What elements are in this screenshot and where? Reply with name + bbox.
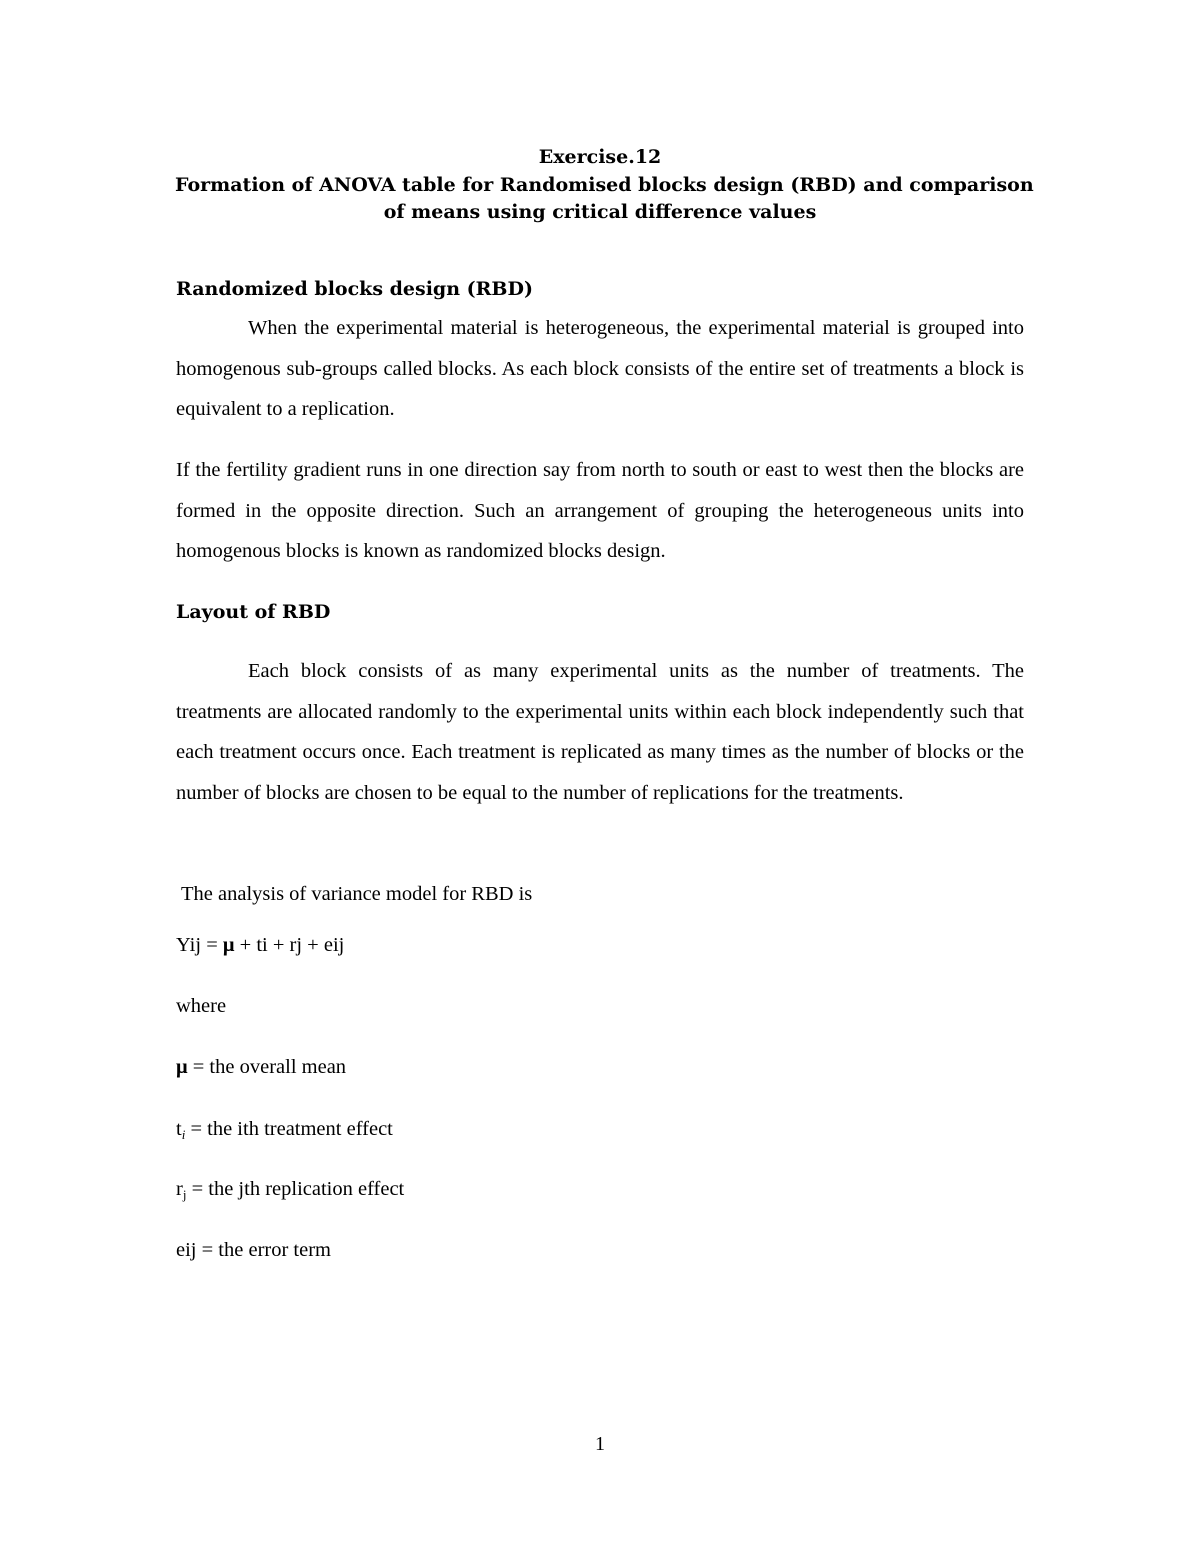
term-r-symbol: r bbox=[176, 1178, 183, 1200]
exercise-number: Exercise.12 bbox=[538, 146, 662, 168]
term-mu-description: = the overall mean bbox=[187, 1056, 347, 1078]
term-e-description: = the error term bbox=[196, 1239, 332, 1261]
equation-right: + ti + rj + eij bbox=[234, 934, 345, 956]
equation-left: Yij = bbox=[176, 934, 223, 956]
term-replication bbox=[176, 1175, 404, 1209]
model-equation bbox=[176, 931, 344, 959]
equation-mu: μ bbox=[222, 934, 235, 956]
term-mu bbox=[176, 1053, 346, 1081]
term-treatment bbox=[176, 1115, 393, 1149]
where-label: where bbox=[176, 995, 227, 1017]
paragraph-rbd-definition-text: When the experimental material is heterogeneous, the experimental material is grouped into homogenous sub-groups called blocks. As each block consists of the entire set of treatments a block is equivalent to a replication. bbox=[176, 317, 1024, 420]
paragraph-rbd-definition bbox=[176, 308, 1024, 430]
section-heading-rbd: Randomized blocks design (RBD) bbox=[176, 278, 533, 300]
term-error bbox=[176, 1236, 331, 1264]
paragraph-layout-text: Each block consists of as many experimental units as the number of treatments. The treatments are allocated randomly to the experimental units within each block independently such that each treatment occurs once. Each treatment is replicated as many times as the number of blocks or the number of blocks are chosen to be equal to the number of replications for the treatments. bbox=[176, 660, 1024, 804]
page-number: 1 bbox=[595, 1433, 605, 1455]
term-t-description: = the ith treatment effect bbox=[185, 1118, 393, 1140]
paragraph-fertility-gradient bbox=[176, 450, 1024, 572]
exercise-title-line-2: of means using critical difference values bbox=[383, 201, 817, 223]
section-heading-layout: Layout of RBD bbox=[176, 601, 331, 623]
term-r-subscript: j bbox=[182, 1187, 187, 1202]
paragraph-layout bbox=[176, 651, 1024, 813]
term-t-symbol: t bbox=[176, 1118, 182, 1140]
model-intro: The analysis of variance model for RBD is bbox=[181, 883, 533, 905]
exercise-title-line-1: Formation of ANOVA table for Randomised blocks design (RBD) and comparison bbox=[175, 174, 1034, 196]
term-mu-symbol: μ bbox=[176, 1056, 188, 1078]
term-r-description: = the jth replication effect bbox=[186, 1178, 405, 1200]
term-t-subscript: i bbox=[181, 1127, 186, 1142]
term-e-label: eij bbox=[176, 1239, 197, 1261]
paragraph-fertility-gradient-text: If the fertility gradient runs in one direction say from north to south or east to west then the blocks are formed in the opposite direction. Such an arrangement of grouping the heterogeneous units into homogenous blocks is known as randomized blocks design. bbox=[176, 459, 1024, 562]
